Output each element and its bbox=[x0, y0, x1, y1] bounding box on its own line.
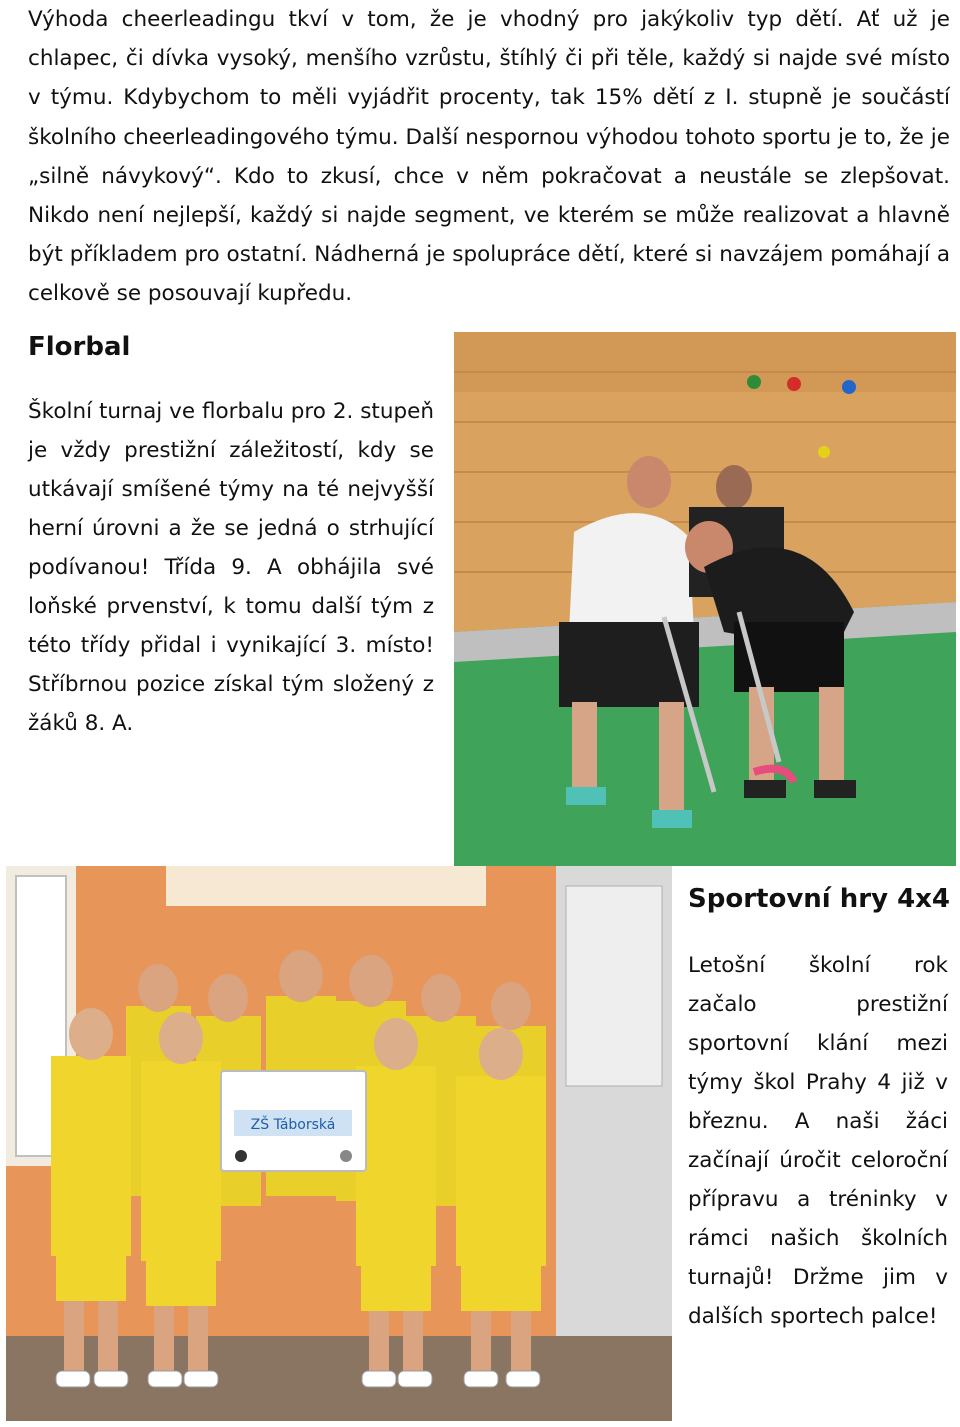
sport-heading: Sportovní hry 4x4 bbox=[688, 884, 951, 914]
team-photo bbox=[6, 866, 672, 1421]
florbal-heading: Florbal bbox=[28, 332, 131, 362]
florbal-photo bbox=[454, 332, 956, 866]
team-sign-text: ZŠ Táborská bbox=[250, 1117, 336, 1133]
sport-paragraph: Letošní školní rok začalo prestižní sportovní klání mezi týmy škol Prahy 4 již v březnu. A naši žáci začínají úročit celoroční přípravu a tréninky v rámci našich školních turnajů! Držme jim v dalších sportech palce! bbox=[688, 953, 948, 1329]
intro-paragraph: Výhoda cheerleadingu tkví v tom, že je vhodný pro jakýkoliv typ dětí. Ať už je chlapec, či dívka vysoký, menšího vzrůstu, štíhlý či při těle, každý si najde své místo v týmu. Kdybychom to měli vyjádřit procenty, tak 15% dětí z I. stupně je součástí školního cheerleadingového týmu. Další nespornou výhodou tohoto sportu je to, že je „silně návykový“. Kdo to zkusí, chce v něm pokračovat a neustále se zlepšovat. Nikdo není nejlepší, každý si najde segment, ve kterém se může realizovat a hlavně být příkladem pro ostatní. Nádherná je spolupráce dětí, které si navzájem pomáhají a celkově se posouvají kupředu. bbox=[28, 7, 950, 307]
florbal-paragraph: Školní turnaj ve florbalu pro 2. stupeň je vždy prestižní záležitostí, kdy se utkávají smíšené týmy na té nejvyšší herní úrovni a že se jedná o strhující podívanou! Třída 9. A obhájila své loňské prvenství, k tomu další tým z této třídy přidal i vynikající 3. místo! Stříbrnou pozice získal tým složený z žáků 8. A. bbox=[28, 399, 434, 736]
